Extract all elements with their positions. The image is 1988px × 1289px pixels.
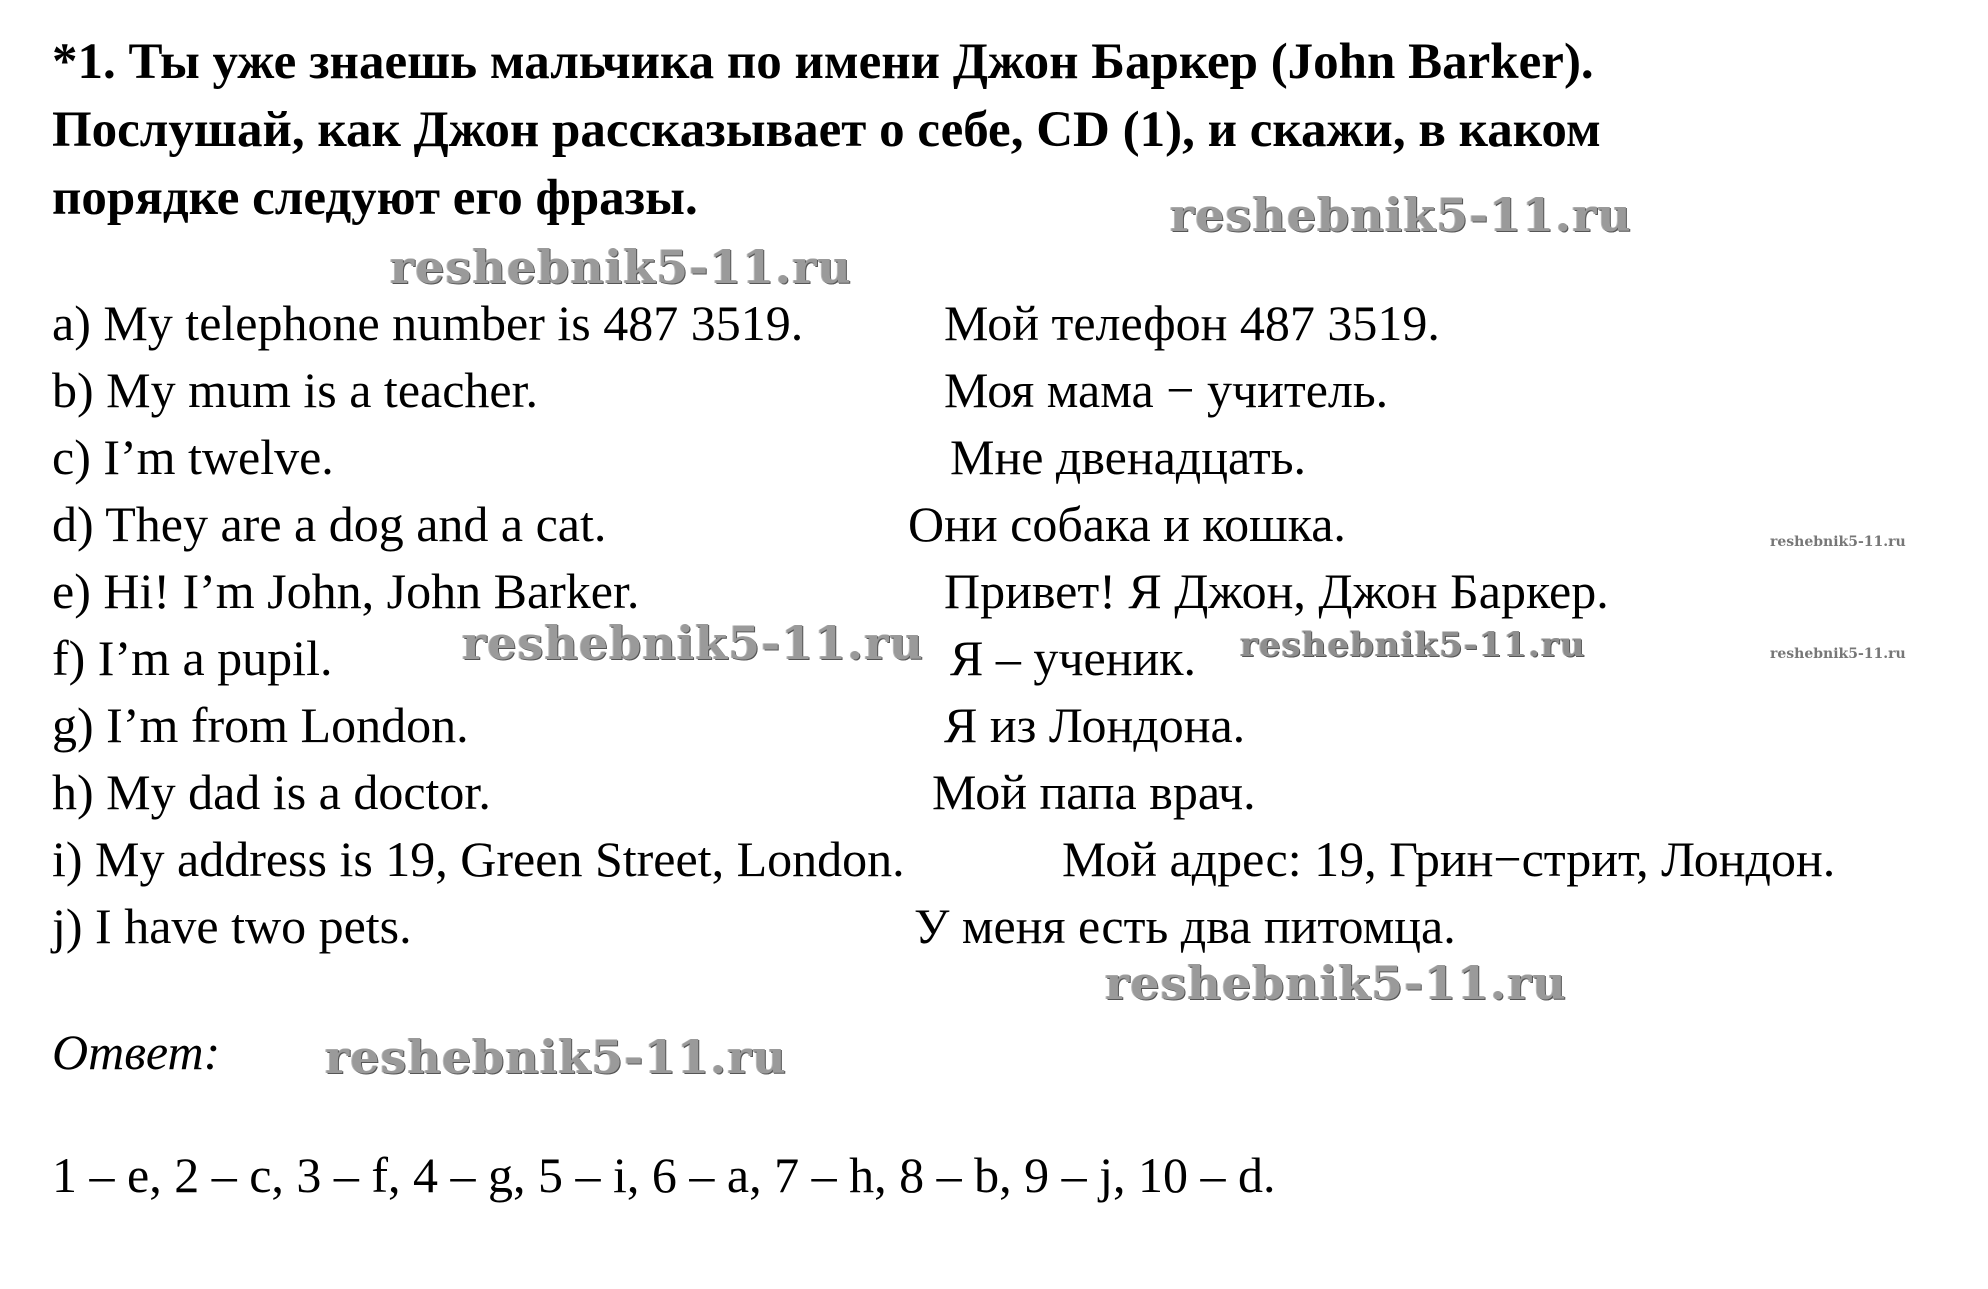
phrase-russian: Я из Лондона. <box>944 697 1246 753</box>
list-item <box>52 759 1972 826</box>
phrase-english: e) Hi! I’m John, John Barker. <box>52 563 640 619</box>
phrase-russian: Моя мама − учитель. <box>944 362 1389 418</box>
phrase-english: a) My telephone number is 487 3519. <box>52 295 804 351</box>
task-heading-line-1: *1. Ты уже знаешь мальчика по имени Джон Баркер (John Barker). <box>52 34 1594 90</box>
phrase-list <box>52 290 1972 960</box>
phrase-english: i) My address is 19, Green Street, London. <box>52 831 905 887</box>
phrase-english: d) They are a dog and a cat. <box>52 496 607 552</box>
list-item <box>52 424 1972 491</box>
phrase-russian: Я – ученик. <box>950 630 1196 686</box>
phrase-russian: У меня есть два питомца. <box>914 898 1456 954</box>
phrase-russian: Мне двенадцать. <box>950 429 1307 485</box>
phrase-russian: Мой телефон 487 3519. <box>944 295 1440 351</box>
phrase-english: g) I’m from London. <box>52 697 469 753</box>
watermark: reshebnik5-11.ru <box>1240 625 1586 665</box>
list-item <box>52 625 1972 692</box>
list-item <box>52 826 1972 893</box>
task-heading-line-3: порядке следуют его фразы. <box>52 170 698 226</box>
answer-label: Ответ: <box>52 1024 221 1080</box>
task-heading <box>52 28 1952 232</box>
phrase-russian: Мой папа врач. <box>932 764 1256 820</box>
phrase-english: c) I’m twelve. <box>52 429 334 485</box>
watermark: reshebnik5-11.ru <box>1105 956 1567 1010</box>
watermark: reshebnik5-11.ru <box>1770 646 1906 662</box>
list-item <box>52 558 1972 625</box>
phrase-russian: Мой адрес: 19, Грин−стрит, Лондон. <box>1062 831 1836 887</box>
phrase-english: j) I have two pets. <box>52 898 412 954</box>
watermark: reshebnik5-11.ru <box>1770 534 1906 550</box>
watermark: reshebnik5-11.ru <box>390 240 852 294</box>
list-item <box>52 491 1972 558</box>
watermark: reshebnik5-11.ru <box>325 1030 787 1084</box>
task-heading-line-2: Послушай, как Джон рассказывает о себе, CD (1), и скажи, в каком <box>52 102 1601 158</box>
phrase-english: b) My mum is a teacher. <box>52 362 538 418</box>
phrase-russian: Привет! Я Джон, Джон Баркер. <box>944 563 1609 619</box>
answer-text: 1 – e, 2 – c, 3 – f, 4 – g, 5 – i, 6 – a, 7 – h, 8 – b, 9 – j, 10 – d. <box>52 1147 1276 1203</box>
watermark: reshebnik5-11.ru <box>462 616 924 670</box>
list-item <box>52 290 1972 357</box>
phrase-russian: Они собака и кошка. <box>908 496 1346 552</box>
list-item <box>52 893 1972 960</box>
list-item <box>52 357 1972 424</box>
watermark: reshebnik5-11.ru <box>1170 188 1632 242</box>
list-item <box>52 692 1972 759</box>
phrase-english: h) My dad is a doctor. <box>52 764 491 820</box>
phrase-english: f) I’m a pupil. <box>52 630 333 686</box>
